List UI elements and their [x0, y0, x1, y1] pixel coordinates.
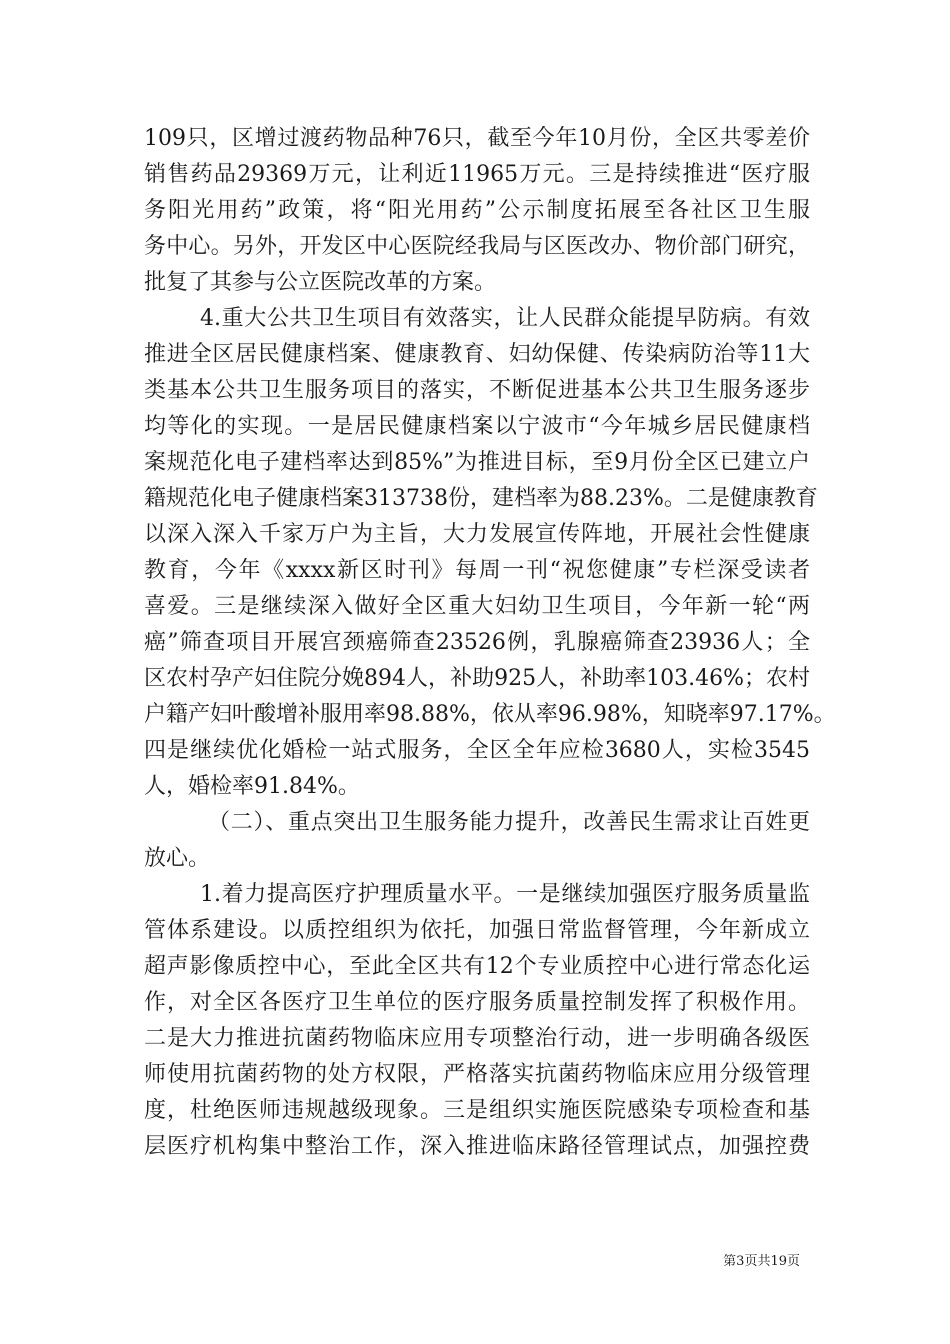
- section-heading-line: （二）、重点突出卫生服务能力提升，改善民生需求让百姓更: [208, 810, 810, 835]
- text-line: 109只，区增过渡药物品种76只，截至今年10月份，全区共零差价: [144, 126, 810, 151]
- text-line: 销售药品29369万元，让利近11965万元。三是持续推进“医疗服: [144, 162, 810, 187]
- text-line: 1.着力提高医疗护理质量水平。一是继续加强医疗服务质量监: [200, 882, 810, 907]
- text-line: 以深入深入千家万户为主旨，大力发展宣传阵地，开展社会性健康: [144, 522, 810, 547]
- document-body: [144, 121, 836, 1165]
- text-line: 务中心。另外，开发区中心医院经我局与区医改办、物价部门研究，: [144, 234, 810, 259]
- page-number: 第3页共19页: [723, 1254, 800, 1269]
- text-line: 师使用抗菌药物的处方权限，严格落实抗菌药物临床应用分级管理: [144, 1062, 810, 1087]
- text-line: 区农村孕产妇住院分娩894人，补助925人，补助率103.46%；农村: [144, 666, 810, 691]
- text-line: 人，婚检率91.84%。: [144, 774, 360, 799]
- text-line: 四是继续优化婚检一站式服务，全区全年应检3680人，实检3545: [144, 738, 810, 763]
- text-line: 案规范化电子建档率达到85%”为推进目标，至9月份全区已建立户: [144, 450, 810, 475]
- text-line: 批复了其参与公立医院改革的方案。: [144, 270, 497, 295]
- text-line: 超声影像质控中心，至此全区共有12个专业质控中心进行常态化运: [144, 954, 810, 979]
- text-line: 推进全区居民健康档案、健康教育、妇幼保健、传染病防治等11大: [144, 342, 810, 367]
- text-line: 喜爱。三是继续深入做好全区重大妇幼卫生项目，今年新一轮“两: [144, 594, 810, 619]
- text-line: 户籍产妇叶酸增补服用率98.88%，依从率96.98%，知晓率97.17%。: [144, 702, 836, 727]
- text-line: 作，对全区各医疗卫生单位的医疗服务质量控制发挥了积极作用。: [144, 990, 810, 1015]
- text-line: 二是大力推进抗菌药物临床应用专项整治行动，进一步明确各级医: [144, 1026, 810, 1051]
- text-line: 类基本公共卫生服务项目的落实，不断促进基本公共卫生服务逐步: [144, 378, 810, 403]
- text-line: 4.重大公共卫生项目有效落实，让人民群众能提早防病。有效: [200, 306, 810, 331]
- text-line: 均等化的实现。一是居民健康档案以宁波市“今年城乡居民健康档: [144, 414, 810, 439]
- text-line: 度，杜绝医师违规越级现象。三是组织实施医院感染专项检查和基: [144, 1098, 810, 1123]
- text-line: 务阳光用药”政策，将“阳光用药”公示制度拓展至各社区卫生服: [144, 198, 810, 223]
- text-line: 教育，今年《xxxx新区时刊》每周一刊“祝您健康”专栏深受读者: [144, 558, 810, 583]
- text-line: 癌”筛查项目开展宫颈癌筛查23526例，乳腺癌筛查23936人；全: [144, 630, 810, 655]
- text-line: 层医疗机构集中整治工作，深入推进临床路径管理试点，加强控费: [144, 1134, 810, 1159]
- section-heading-line: 放心。: [144, 846, 211, 871]
- text-line: 籍规范化电子健康档案313738份，建档率为88.23%。二是健康教育: [144, 486, 818, 511]
- text-line: 管体系建设。以质控组织为依托，加强日常监督管理，今年新成立: [144, 918, 810, 943]
